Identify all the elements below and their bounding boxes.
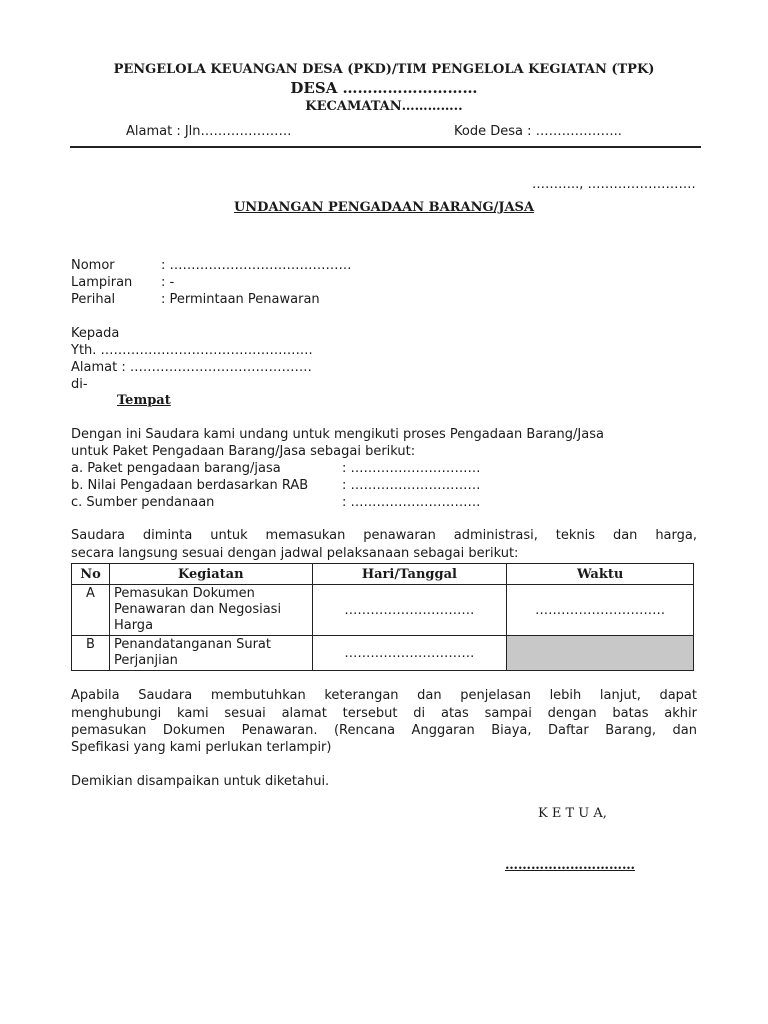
table-row [72, 585, 694, 636]
item-b-value: : ………………………… [342, 478, 481, 493]
intro-line-1: Dengan ini Saudara kami undang untuk mengikuti proses Pengadaan Barang/Jasa [71, 427, 604, 442]
org-heading: PENGELOLA KEUANGAN DESA (PKD)/TIM PENGELOLA KEGIATAN (TPK) [113, 62, 655, 77]
schedule-table [71, 563, 694, 671]
kecamatan-heading: KECAMATAN………….. [305, 99, 463, 114]
perihal-label: Perihal [71, 292, 116, 307]
closing-line-2: menghubungi kami sesuai alamat tersebut di atas sampai dengan batas akhir [71, 706, 697, 721]
letter-title: UNDANGAN PENGADAAN BARANG/JASA [233, 200, 535, 215]
item-c-value: : ………………………… [342, 495, 481, 510]
row-waktu-shaded [507, 636, 694, 671]
demikian-line: Demikian disampaikan untuk diketahui. [71, 774, 330, 789]
kode-desa-header: Kode Desa : ……………….. [454, 124, 622, 139]
nomor-value: : …………………………………… [161, 258, 352, 273]
kepada-label: Kepada [71, 326, 120, 341]
ketua-label: K E T U A, [538, 806, 607, 821]
intro-line-2: untuk Paket Pengadaan Barang/Jasa sebagai berikut: [71, 444, 416, 459]
header-waktu: Waktu [507, 564, 694, 585]
closing-line-3: pemasukan Dokumen Penawaran. (Rencana Anggaran Biaya, Daftar Barang, dan [71, 723, 697, 738]
header-no: No [72, 564, 110, 585]
kegiatan-line: Penandatanganan Surat [113, 637, 271, 652]
item-a-value: : ………………………… [342, 461, 481, 476]
row-hari-tanggal: ………………………… [312, 636, 507, 671]
header-kegiatan: Kegiatan [109, 564, 312, 585]
table-row [72, 636, 694, 671]
perihal-value: : Permintaan Penawaran [161, 292, 320, 307]
row-no: A [72, 585, 110, 636]
closing-line-1: Apabila Saudara membutuhkan keterangan dan penjelasan lebih lanjut, dapat [71, 688, 697, 703]
yth-line: Yth. …………………………………………. [71, 343, 313, 358]
kegiatan-line: Perjanjian [113, 653, 178, 668]
table-header-row [72, 564, 694, 585]
signatory-name: ………………………… [505, 858, 635, 873]
item-c-label: c. Sumber pendanaan [71, 495, 215, 510]
di-label: di- [71, 377, 88, 392]
request-line-2: secara langsung sesuai dengan jadwal pelaksanaan sebagai berikut: [71, 546, 519, 561]
row-hari-tanggal: ………………………… [312, 585, 507, 636]
recipient-alamat: Alamat : …………………………………… [71, 360, 312, 375]
closing-line-4: Spefikasi yang kami perlukan terlampir) [71, 740, 332, 755]
request-line-1: Saudara diminta untuk memasukan penawaran administrasi, teknis dan harga, [71, 528, 697, 543]
alamat-header: Alamat : Jln………………… [126, 124, 292, 139]
header-hari-tanggal: Hari/Tanggal [312, 564, 507, 585]
lampiran-label: Lampiran [71, 275, 133, 290]
kegiatan-line: Penawaran dan Negosiasi [113, 602, 282, 617]
tempat-label: Tempat [117, 393, 171, 408]
kegiatan-line: Harga [113, 618, 154, 633]
row-no: B [72, 636, 110, 671]
item-a-label: a. Paket pengadaan barang/jasa [71, 461, 281, 476]
lampiran-value: : - [161, 275, 175, 290]
desa-heading: DESA ……………………… [290, 79, 478, 97]
nomor-label: Nomor [71, 258, 115, 273]
row-waktu: ………………………… [507, 585, 694, 636]
row-kegiatan [109, 636, 312, 671]
row-kegiatan [109, 585, 312, 636]
date-line: ……….., ……………………. [532, 177, 696, 192]
item-b-label: b. Nilai Pengadaan berdasarkan RAB [71, 478, 309, 493]
header-divider [70, 146, 701, 148]
kegiatan-line: Pemasukan Dokumen [113, 586, 255, 601]
